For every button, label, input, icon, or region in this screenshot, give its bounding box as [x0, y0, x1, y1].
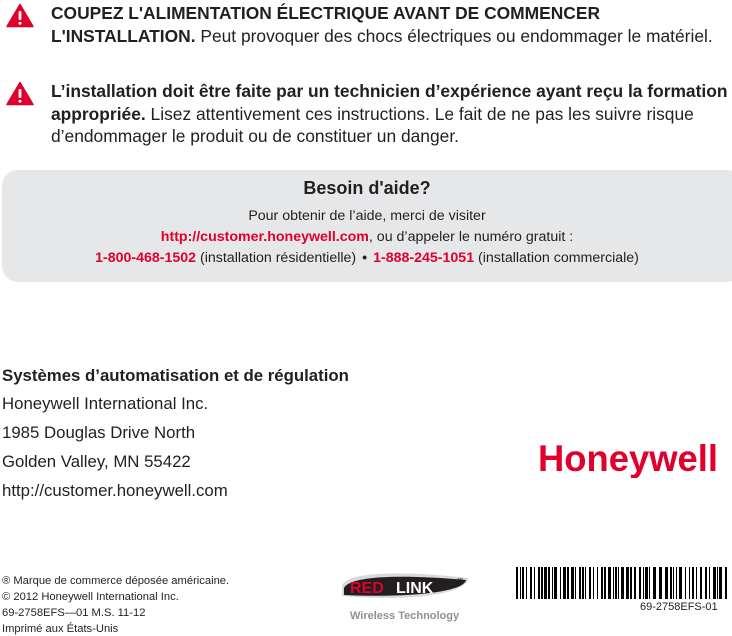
svg-text:Honeywell: Honeywell [538, 440, 718, 478]
warning-triangle-icon [6, 81, 34, 106]
svg-text:LINK: LINK [396, 580, 434, 597]
phone-residential[interactable]: 1-800-468-1502 [95, 250, 197, 266]
barcode-image [514, 567, 730, 603]
help-intro: Pour obtenir de l’aide, merci de visiter [248, 208, 486, 224]
legal-notice [2, 573, 229, 636]
barcode-number: 69-2758EFS-01 [640, 601, 718, 613]
bullet-separator: • [362, 250, 368, 266]
warning-text: COUPEZ L'ALIMENTATION ÉLECTRIQUE AVANT DE COMMENCER L'INSTALLATION. Peut provoquer des chocs électriques ou endommager le matériel. [51, 3, 713, 46]
help-url-line: http://customer.honeywell.com, ou d’appeler le numéro gratuit : [160, 229, 574, 245]
help-phone-line: 1-800-468-1502 (installation résidentielle) • 1-888-245-1051 (installation commerciale) [95, 250, 639, 266]
trademark-note: ® Marque de commerce déposée américaine. [2, 575, 230, 587]
honeywell-logo [537, 440, 719, 478]
warning-power-off [0, 2, 732, 68]
warning-qualified-installer [0, 80, 732, 146]
company-division: Systèmes d’automatisation et de régulation [2, 366, 349, 385]
warning-triangle-icon [6, 3, 34, 28]
support-url-link[interactable]: http://customer.honeywell.com [160, 229, 369, 245]
company-website[interactable]: http://customer.honeywell.com [2, 481, 228, 500]
help-title: Besoin d'aide? [303, 178, 431, 198]
company-name: Honeywell International Inc. [2, 394, 209, 413]
company-address [2, 366, 349, 510]
svg-text:RED: RED [350, 580, 384, 597]
company-city: Golden Valley, MN 55422 [2, 452, 191, 471]
warning-text: L’installation doit être faite par un technicien d’expérience ayant reçu la formation appropriée. Lisez attentivement ces instructions. Le fait de ne pas les suivre risque d’endommager le produit ou de constituer un danger. [51, 81, 728, 146]
phone-commercial[interactable]: 1-888-245-1051 [373, 250, 475, 266]
redlink-logo [340, 568, 470, 624]
company-street: 1985 Douglas Drive North [2, 423, 196, 442]
help-panel [2, 170, 732, 282]
svg-text:™: ™ [457, 578, 463, 584]
document-number: 69-2758EFS—01 M.S. 11-12 [2, 607, 146, 619]
svg-text:Wireless Technology: Wireless Technology [350, 610, 460, 622]
copyright-note: © 2012 Honeywell International Inc. [2, 591, 179, 603]
printed-in: Imprimé aux États-Unis [2, 623, 119, 635]
